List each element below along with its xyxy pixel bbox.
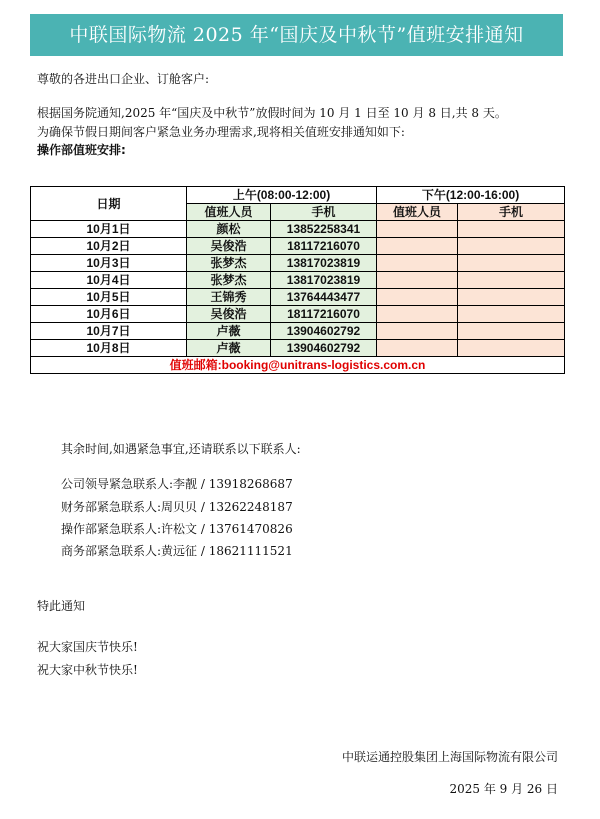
national-day-wish: 祝大家国庆节快乐! (37, 640, 138, 654)
morning-phone-cell: 13904602792 (271, 323, 377, 340)
holiday-paragraph-line2: 为确保节假日期间客户紧急业务办理需求,现将相关值班安排通知如下: (37, 125, 405, 139)
contacts-intro: 其余时间,如遇紧急事宜,还请联系以下联系人: (61, 442, 301, 456)
duty-email[interactable]: 值班邮箱:booking@unitrans-logistics.com.cn (31, 357, 565, 374)
afternoon-phone-header: 手机 (458, 204, 565, 221)
contact-leadership: 公司领导紧急联系人:李靓 / 13918268687 (61, 477, 293, 491)
morning-shift-header: 上午(08:00-12:00) (187, 187, 377, 204)
table-row (31, 289, 565, 306)
morning-phone-cell: 18117216070 (271, 306, 377, 323)
morning-staff-cell: 卢薇 (187, 323, 271, 340)
duty-schedule-table (30, 186, 565, 374)
afternoon-staff-cell (377, 255, 458, 272)
table-row (31, 340, 565, 357)
mid-autumn-wish: 祝大家中秋节快乐! (37, 663, 138, 677)
afternoon-phone-cell (458, 306, 565, 323)
notice-title: 中联国际物流 2025 年“国庆及中秋节”值班安排通知 (30, 14, 563, 56)
afternoon-shift-header: 下午(12:00-16:00) (377, 187, 565, 204)
afternoon-phone-cell (458, 238, 565, 255)
afternoon-staff-header: 值班人员 (377, 204, 458, 221)
morning-phone-cell: 13904602792 (271, 340, 377, 357)
morning-staff-cell: 吴俊浩 (187, 306, 271, 323)
closing-notice: 特此通知 (37, 599, 86, 613)
morning-phone-cell: 13817023819 (271, 272, 377, 289)
afternoon-staff-cell (377, 221, 458, 238)
afternoon-staff-cell (377, 289, 458, 306)
morning-staff-cell: 颜松 (187, 221, 271, 238)
greeting: 尊敬的各进出口企业、订舱客户: (37, 72, 210, 86)
section-title: 操作部值班安排: (37, 143, 126, 157)
morning-staff-header: 值班人员 (187, 204, 271, 221)
table-row (31, 272, 565, 289)
morning-phone-cell: 13852258341 (271, 221, 377, 238)
morning-phone-cell: 13817023819 (271, 255, 377, 272)
company-signature: 中联运通控股集团上海国际物流有限公司 (341, 750, 558, 764)
morning-staff-cell: 张梦杰 (187, 272, 271, 289)
date-cell: 10月2日 (31, 238, 187, 255)
signature-date: 2025 年 9 月 26 日 (449, 782, 558, 796)
contact-business: 商务部紧急联系人:黄远征 / 18621111521 (61, 544, 293, 558)
date-cell: 10月1日 (31, 221, 187, 238)
morning-staff-cell: 王锦秀 (187, 289, 271, 306)
afternoon-staff-cell (377, 323, 458, 340)
afternoon-phone-cell (458, 323, 565, 340)
afternoon-staff-cell (377, 238, 458, 255)
afternoon-staff-cell (377, 306, 458, 323)
table-row (31, 238, 565, 255)
date-column-header: 日期 (31, 187, 187, 221)
morning-staff-cell: 卢薇 (187, 340, 271, 357)
date-cell: 10月5日 (31, 289, 187, 306)
date-cell: 10月7日 (31, 323, 187, 340)
table-row (31, 306, 565, 323)
date-cell: 10月3日 (31, 255, 187, 272)
date-cell: 10月4日 (31, 272, 187, 289)
afternoon-phone-cell (458, 272, 565, 289)
holiday-paragraph-line1: 根据国务院通知,2025 年“国庆及中秋节”放假时间为 10 月 1 日至 10 月 8 日,共 8 天。 (37, 106, 507, 120)
contact-operations: 操作部紧急联系人:许松文 / 13761470826 (61, 522, 293, 536)
morning-phone-cell: 13764443477 (271, 289, 377, 306)
table-row (31, 221, 565, 238)
morning-staff-cell: 张梦杰 (187, 255, 271, 272)
morning-staff-cell: 吴俊浩 (187, 238, 271, 255)
morning-phone-header: 手机 (271, 204, 377, 221)
afternoon-staff-cell (377, 340, 458, 357)
afternoon-phone-cell (458, 221, 565, 238)
table-row (31, 255, 565, 272)
table-row (31, 323, 565, 340)
email-row (31, 357, 565, 374)
afternoon-phone-cell (458, 289, 565, 306)
morning-phone-cell: 18117216070 (271, 238, 377, 255)
date-cell: 10月6日 (31, 306, 187, 323)
afternoon-phone-cell (458, 340, 565, 357)
afternoon-phone-cell (458, 255, 565, 272)
afternoon-staff-cell (377, 272, 458, 289)
contact-finance: 财务部紧急联系人:周贝贝 / 13262248187 (61, 500, 293, 514)
date-cell: 10月8日 (31, 340, 187, 357)
